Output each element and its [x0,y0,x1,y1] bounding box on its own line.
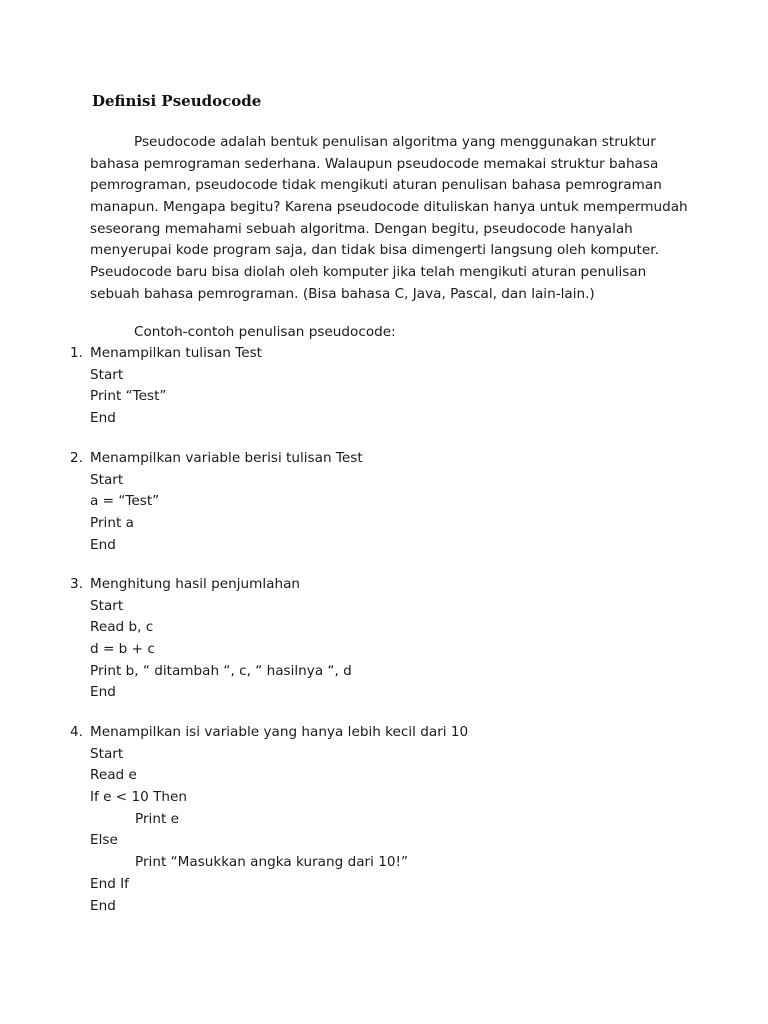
code-line: Print a [90,515,134,532]
code-line: Start [90,597,124,614]
example-4 [70,722,468,917]
paragraph-line: seseorang memahami sebuah algoritma. Dengan begitu, pseudocode hanyalah [90,220,633,237]
example-title: Menampilkan variable berisi tulisan Test [90,450,363,466]
code-line: End [90,536,116,553]
examples-intro: Contoh-contoh penulisan pseudocode: [134,324,396,340]
example-title-row [70,574,352,596]
example-title-row [70,343,262,365]
document-heading: Definisi Pseudocode [92,92,262,110]
code-line: End [90,684,116,701]
definition-paragraph [90,132,690,306]
example-1 [70,343,262,430]
code-line: Read e [90,767,137,784]
paragraph-line: manapun. Mengapa begitu? Karena pseudocode dituliskan hanya untuk mempermudah [90,199,688,216]
paragraph-line: bahasa pemrograman sederhana. Walaupun pseudocode memakai struktur bahasa [90,155,659,172]
code-line: Else [90,832,118,849]
code-line: Print b, “ ditambah “, c, “ hasilnya “, d [90,662,352,679]
code-line: Print “Test” [90,388,167,405]
code-line: If e < 10 Then [90,789,188,806]
example-title: Menampilkan isi variable yang hanya lebih kecil dari 10 [90,724,469,740]
example-number: 1. [70,345,83,361]
example-3 [70,574,352,704]
example-number: 2. [70,450,83,466]
code-line: d = b + c [90,641,155,658]
paragraph-line: Pseudocode adalah bentuk penulisan algoritma yang menggunakan struktur [134,134,656,150]
paragraph-line: sebuah bahasa pemrograman. (Bisa bahasa C, Java, Pascal, dan lain-lain.) [90,285,595,302]
code-line: Start [90,745,124,762]
code-line: Start [90,366,124,383]
code-line: a = “Test” [90,493,160,510]
code-line: End [90,410,116,427]
example-title: Menghitung hasil penjumlahan [90,576,301,592]
code-line: Start [90,471,124,488]
example-number: 3. [70,576,83,592]
code-line: Read b, c [90,619,154,636]
code-line-indented: Print e [135,810,179,827]
code-line: End [90,897,116,914]
example-title-row [70,448,363,470]
example-2 [70,448,363,556]
code-line-indented: Print “Masukkan angka kurang dari 10!” [135,854,409,871]
example-title-row [70,722,468,744]
paragraph-line: Pseudocode baru bisa diolah oleh komputer jika telah mengikuti aturan penulisan [90,264,647,281]
example-title: Menampilkan tulisan Test [90,345,262,361]
paragraph-line: pemrograman, pseudocode tidak mengikuti aturan penulisan bahasa pemrograman [90,177,662,194]
code-line: End If [90,875,129,892]
paragraph-line: menyerupai kode program saja, dan tidak bisa dimengerti langsung oleh komputer. [90,242,659,259]
example-number: 4. [70,724,83,740]
